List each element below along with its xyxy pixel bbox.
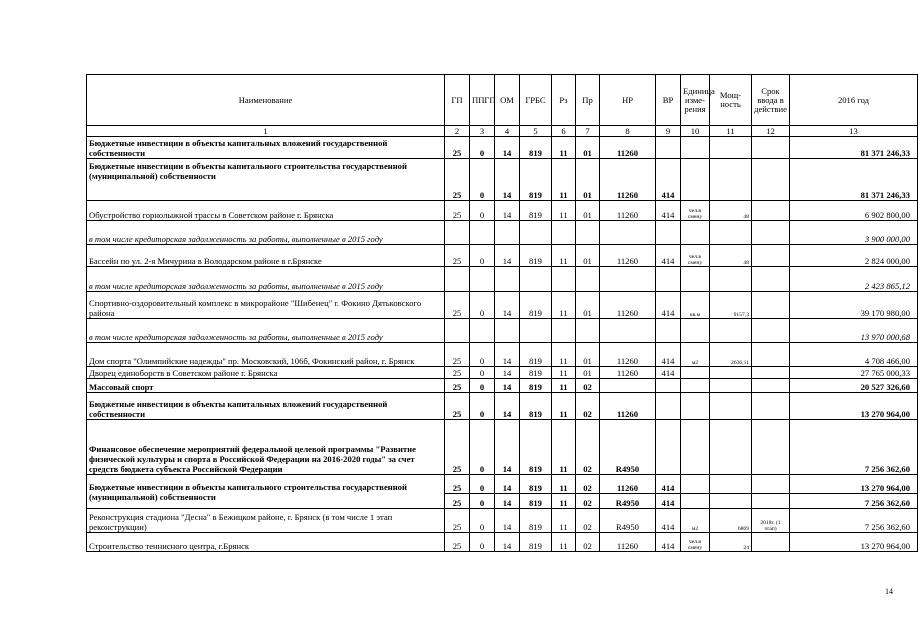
cell-rz: 11 xyxy=(552,420,576,475)
cell-unit: м2 xyxy=(681,509,710,533)
cell-om: 14 xyxy=(495,159,520,201)
cell-power xyxy=(710,379,752,393)
row-name: Дом спорта "Олимпийские надежды" пр. Московский, 106б, Фокинский район, г. Брянск xyxy=(87,343,445,367)
cell-vr: 414 xyxy=(656,201,681,221)
cell-sum: 81 371 246,33 xyxy=(790,159,918,201)
cell-rz: 11 xyxy=(552,379,576,393)
cell-pr: 01 xyxy=(576,137,600,159)
table-row xyxy=(87,367,918,379)
cell-pr: 02 xyxy=(576,509,600,533)
cell-term xyxy=(752,292,790,319)
cell-unit: чел.в смену xyxy=(681,201,710,221)
cell-pr: 02 xyxy=(576,420,600,475)
colnum: 3 xyxy=(470,126,495,137)
cell-pr: 02 xyxy=(576,379,600,393)
cell-grbs: 819 xyxy=(520,509,552,533)
table-row xyxy=(87,267,918,292)
cell-term xyxy=(752,159,790,201)
cell-power: 48 xyxy=(710,201,752,221)
cell-ppgp: 0 xyxy=(470,245,495,267)
cell-unit: чел.в смену xyxy=(681,533,710,552)
cell-ppgp: 0 xyxy=(470,137,495,159)
cell-om: 14 xyxy=(495,137,520,159)
cell-term xyxy=(752,393,790,420)
cell-grbs: 819 xyxy=(520,159,552,201)
row-name: Дворец единоборств в Советском районе г. Брянска xyxy=(87,367,445,379)
cell-ppgp: 0 xyxy=(470,509,495,533)
cell-ppgp: 0 xyxy=(470,343,495,367)
table-row xyxy=(87,201,918,221)
cell-sum: 20 527 326,60 xyxy=(790,379,918,393)
row-name: Финансовое обеспечение мероприятий федеральной целевой программы "Развитие физической культуры и спорта в Российской Федерации на 2016-2020 годы" за счет средств бюджета субъекта Российской Федерации xyxy=(87,420,445,475)
cell-nr: R4950 xyxy=(600,494,656,509)
row-name: Бассейн по ул. 2-я Мичурина в Володарском районе в г.Брянске xyxy=(87,245,445,267)
header-row xyxy=(87,75,918,126)
row-name: Спортивно-оздоровительный комплекс в микрорайоне "Шибенец" г. Фокино Дятьковского района xyxy=(87,292,445,319)
cell-term xyxy=(752,533,790,552)
cell-ppgp: 0 xyxy=(470,292,495,319)
cell-nr: 11260 xyxy=(600,343,656,367)
cell-power: 2636,11 xyxy=(710,343,752,367)
cell-nr: R4950 xyxy=(600,420,656,475)
cell-sum: 27 765 000,33 xyxy=(790,367,918,379)
row-name: Бюджетные инвестиции в объекты капитальных вложений государственной собственности xyxy=(87,137,445,159)
cell-sum: 81 371 246,33 xyxy=(790,137,918,159)
cell-vr: 414 xyxy=(656,509,681,533)
cell-unit: кв.м xyxy=(681,292,710,319)
cell-gp: 25 xyxy=(445,379,470,393)
table-row xyxy=(87,245,918,267)
cell-rz: 11 xyxy=(552,367,576,379)
cell-gp: 25 xyxy=(445,245,470,267)
cell-nr: 11260 xyxy=(600,475,656,494)
cell-ppgp: 0 xyxy=(470,379,495,393)
colnum: 7 xyxy=(576,126,600,137)
colnum: 5 xyxy=(520,126,552,137)
cell-power: 9157,3 xyxy=(710,292,752,319)
cell-vr xyxy=(656,393,681,420)
cell-unit: чел.в смену xyxy=(681,245,710,267)
cell-grbs: 819 xyxy=(520,367,552,379)
cell-vr xyxy=(656,137,681,159)
colnum: 9 xyxy=(656,126,681,137)
colnum: 12 xyxy=(752,126,790,137)
colnum: 4 xyxy=(495,126,520,137)
table-row xyxy=(87,137,918,159)
cell-vr: 414 xyxy=(656,367,681,379)
cell-term xyxy=(752,245,790,267)
cell-grbs: 819 xyxy=(520,533,552,552)
cell-nr: 11260 xyxy=(600,159,656,201)
cell-pr: 01 xyxy=(576,292,600,319)
cell-om: 14 xyxy=(495,292,520,319)
cell-unit: м2 xyxy=(681,343,710,367)
table-row xyxy=(87,420,918,475)
cell-sum: 39 170 980,00 xyxy=(790,292,918,319)
cell-om: 14 xyxy=(495,533,520,552)
cell-unit xyxy=(681,367,710,379)
header-nr: НР xyxy=(600,75,656,126)
cell-gp: 25 xyxy=(445,509,470,533)
cell-power xyxy=(710,420,752,475)
cell-om: 14 xyxy=(495,393,520,420)
row-name: Бюджетные инвестиции в объекты капитальных вложений государственной собственности xyxy=(87,393,445,420)
cell-power: 24 xyxy=(710,533,752,552)
header-pr: Пр xyxy=(576,75,600,126)
cell-pr: 01 xyxy=(576,343,600,367)
cell-rz: 11 xyxy=(552,533,576,552)
cell-vr xyxy=(656,379,681,393)
cell-gp: 25 xyxy=(445,475,470,494)
cell-rz: 11 xyxy=(552,509,576,533)
cell-power xyxy=(710,367,752,379)
cell-grbs: 819 xyxy=(520,201,552,221)
header-grbs: ГРБС xyxy=(520,75,552,126)
cell-gp: 25 xyxy=(445,137,470,159)
row-name: в том числе кредиторская задолженность за работы, выполненные в 2015 году xyxy=(87,221,445,245)
cell-gp: 25 xyxy=(445,292,470,319)
cell-unit xyxy=(681,393,710,420)
header-power: Мощ-ность xyxy=(710,75,752,126)
cell-gp: 25 xyxy=(445,159,470,201)
cell-rz: 11 xyxy=(552,475,576,494)
cell-ppgp: 0 xyxy=(470,201,495,221)
cell-pr: 01 xyxy=(576,201,600,221)
page-number: 14 xyxy=(885,587,893,596)
table-row xyxy=(87,379,918,393)
cell-sum: 13 270 964,00 xyxy=(790,475,918,494)
cell-unit xyxy=(681,379,710,393)
cell-rz: 11 xyxy=(552,494,576,509)
cell-term xyxy=(752,420,790,475)
cell-om: 14 xyxy=(495,420,520,475)
cell-sum: 13 970 000,68 xyxy=(790,319,918,343)
table-row xyxy=(87,509,918,533)
cell-ppgp: 0 xyxy=(470,393,495,420)
cell-om: 14 xyxy=(495,475,520,494)
cell-pr: 02 xyxy=(576,475,600,494)
colnum: 11 xyxy=(710,126,752,137)
row-name: Обустройство горнолыжной трассы в Советском районе г. Брянска xyxy=(87,201,445,221)
cell-om: 14 xyxy=(495,379,520,393)
column-number-row xyxy=(87,126,918,137)
cell-sum: 3 900 000,00 xyxy=(790,221,918,245)
cell-sum: 7 256 362,60 xyxy=(790,420,918,475)
cell-term xyxy=(752,379,790,393)
row-name: в том числе кредиторская задолженность за работы, выполненные в 2015 году xyxy=(87,319,445,343)
colnum: 2 xyxy=(445,126,470,137)
table-row xyxy=(87,159,918,201)
cell-sum: 2 824 000,00 xyxy=(790,245,918,267)
table-row xyxy=(87,292,918,319)
table-row xyxy=(87,343,918,367)
cell-gp: 25 xyxy=(445,201,470,221)
cell-ppgp: 0 xyxy=(470,533,495,552)
cell-power xyxy=(710,137,752,159)
row-name: Массовый спорт xyxy=(87,379,445,393)
cell-ppgp: 0 xyxy=(470,420,495,475)
cell-gp: 25 xyxy=(445,393,470,420)
cell-nr: 11260 xyxy=(600,533,656,552)
cell-sum: 4 708 466,00 xyxy=(790,343,918,367)
table-row xyxy=(87,221,918,245)
budget-table xyxy=(86,74,918,552)
header-ppgp: ППГП xyxy=(470,75,495,126)
cell-grbs: 819 xyxy=(520,420,552,475)
cell-om: 14 xyxy=(495,367,520,379)
cell-om: 14 xyxy=(495,201,520,221)
header-gp: ГП xyxy=(445,75,470,126)
colnum: 8 xyxy=(600,126,656,137)
cell-om: 14 xyxy=(495,494,520,509)
cell-power xyxy=(710,159,752,201)
cell-vr xyxy=(656,420,681,475)
colnum: 13 xyxy=(790,126,918,137)
cell-grbs: 819 xyxy=(520,494,552,509)
header-rz: Рз xyxy=(552,75,576,126)
header-unit: Единица изме-рения xyxy=(681,75,710,126)
cell-unit xyxy=(681,137,710,159)
cell-om: 14 xyxy=(495,509,520,533)
cell-vr: 414 xyxy=(656,245,681,267)
cell-rz: 11 xyxy=(552,343,576,367)
cell-gp: 25 xyxy=(445,367,470,379)
row-name: Строительство теннисного центра, г.Брянск xyxy=(87,533,445,552)
cell-term xyxy=(752,367,790,379)
cell-term xyxy=(752,343,790,367)
cell-nr: 11260 xyxy=(600,245,656,267)
cell-grbs: 819 xyxy=(520,245,552,267)
cell-vr: 414 xyxy=(656,159,681,201)
cell-power: 6869 xyxy=(710,509,752,533)
cell-pr: 01 xyxy=(576,245,600,267)
cell-gp: 25 xyxy=(445,494,470,509)
cell-power: 48 xyxy=(710,245,752,267)
row-name: Бюджетные инвестиции в объекты капитального строительства государственной (муниципальной) собственности xyxy=(87,475,445,509)
cell-sum: 13 270 964,00 xyxy=(790,393,918,420)
header-name: Наименование xyxy=(87,75,445,126)
cell-term: 2018г. (1 этап) xyxy=(752,509,790,533)
cell-ppgp: 0 xyxy=(470,159,495,201)
cell-grbs: 819 xyxy=(520,379,552,393)
cell-ppgp: 0 xyxy=(470,475,495,494)
cell-rz: 11 xyxy=(552,292,576,319)
row-name: в том числе кредиторская задолженность за работы, выполненные в 2015 году xyxy=(87,267,445,292)
table-row xyxy=(87,533,918,552)
cell-om: 14 xyxy=(495,343,520,367)
cell-vr: 414 xyxy=(656,494,681,509)
cell-sum: 2 423 865,12 xyxy=(790,267,918,292)
table-row xyxy=(87,475,918,494)
cell-vr: 414 xyxy=(656,533,681,552)
cell-gp: 25 xyxy=(445,343,470,367)
cell-ppgp: 0 xyxy=(470,367,495,379)
cell-power xyxy=(710,393,752,420)
cell-sum: 13 270 964,00 xyxy=(790,533,918,552)
cell-term xyxy=(752,137,790,159)
cell-ppgp: 0 xyxy=(470,494,495,509)
cell-nr: 11260 xyxy=(600,201,656,221)
cell-nr: 11260 xyxy=(600,137,656,159)
header-year: 2016 год xyxy=(790,75,918,126)
colnum: 6 xyxy=(552,126,576,137)
cell-rz: 11 xyxy=(552,393,576,420)
table-row xyxy=(87,319,918,343)
header-term: Срок ввода в действие xyxy=(752,75,790,126)
cell-pr: 02 xyxy=(576,533,600,552)
cell-nr: 11260 xyxy=(600,367,656,379)
cell-vr: 414 xyxy=(656,475,681,494)
colnum: 10 xyxy=(681,126,710,137)
cell-sum: 7 256 362,60 xyxy=(790,509,918,533)
cell-term xyxy=(752,201,790,221)
cell-om: 14 xyxy=(495,245,520,267)
cell-grbs: 819 xyxy=(520,343,552,367)
row-name: Реконструкция стадиона "Десна" в Бежицком районе, г. Брянск (в том числе 1 этап реконструкции) xyxy=(87,509,445,533)
table-row xyxy=(87,393,918,420)
cell-grbs: 819 xyxy=(520,475,552,494)
cell-rz: 11 xyxy=(552,245,576,267)
cell-grbs: 819 xyxy=(520,137,552,159)
cell-grbs: 819 xyxy=(520,393,552,420)
cell-sum: 6 902 800,00 xyxy=(790,201,918,221)
cell-rz: 11 xyxy=(552,137,576,159)
cell-pr: 02 xyxy=(576,393,600,420)
cell-nr: R4950 xyxy=(600,509,656,533)
cell-pr: 02 xyxy=(576,494,600,509)
cell-nr: 11260 xyxy=(600,292,656,319)
cell-nr: 11260 xyxy=(600,393,656,420)
cell-pr: 01 xyxy=(576,367,600,379)
cell-vr: 414 xyxy=(656,292,681,319)
cell-rz: 11 xyxy=(552,159,576,201)
cell-grbs: 819 xyxy=(520,292,552,319)
cell-nr xyxy=(600,379,656,393)
cell-sum: 7 256 362,60 xyxy=(790,494,918,509)
cell-gp: 25 xyxy=(445,533,470,552)
row-name: Бюджетные инвестиции в объекты капитального строительства государственной (муниципальной) собственности xyxy=(87,159,445,201)
colnum: 1 xyxy=(87,126,445,137)
cell-unit xyxy=(681,159,710,201)
cell-vr: 414 xyxy=(656,343,681,367)
cell-gp: 25 xyxy=(445,420,470,475)
cell-unit xyxy=(681,420,710,475)
cell-pr: 01 xyxy=(576,159,600,201)
cell-rz: 11 xyxy=(552,201,576,221)
header-vr: ВР xyxy=(656,75,681,126)
header-om: ОМ xyxy=(495,75,520,126)
